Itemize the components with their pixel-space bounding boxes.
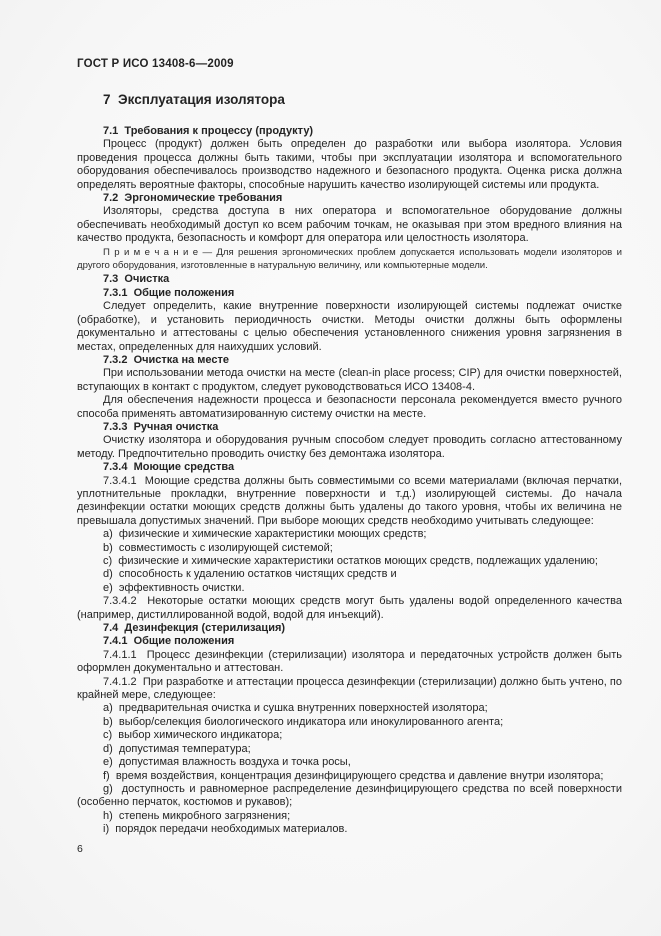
heading-7-1: 7.1 Требования к процессу (продукту) — [103, 125, 314, 137]
list-item-7-4-1-b: b) выбор/селекция биологического индикатора или инокулированного агента; — [103, 715, 504, 728]
paragraph-7-3-2-a: При использовании метода очистки на месте (clean-in place process; CIP) для очистки поверхностей, вступающих в контакт с продуктом, следует руководствоваться ИСО 13408-4. — [77, 367, 622, 393]
heading-7-4: 7.4 Дезинфекция (стерилизация) — [103, 622, 286, 635]
chapter-7-title: 7 Эксплуатация изолятора — [103, 92, 285, 107]
paragraph-7-3-3: Очистку изолятора и оборудования ручным способом следует проводить согласно аттестованному методу. Предпочтительно проводить очистку без демонтажа изолятора. — [77, 434, 622, 460]
list-item-7-4-1-a: a) предварительная очистка и сушка внутренних поверхностей изолятора; — [103, 702, 488, 715]
paragraph-7-4-1-1: 7.4.1.1 Процесс дезинфекции (стерилизации) изолятора и передаточных устройств должен быть оформлен документально и аттестован. — [77, 648, 622, 675]
paragraph-7-3-1: Следует определить, какие внутренние поверхности изолирующей системы подлежат очистке (обработке), и установить периодичность очистки. Методы очистки должны быть оформлены документально и аттестованы с целью обеспечения установленного снижения уровня загрязнения в местах, определенных для наихудших условий. — [77, 300, 622, 353]
heading-7-3-4: 7.3.4 Моющие средства — [103, 461, 235, 474]
heading-7-3: 7.3 Очистка — [103, 273, 170, 286]
list-item-7-4-1-g: g) доступность и равномерное распределение дезинфицирующего средства по всей поверхности (особенно перчаток, костюмов и рукавов); — [77, 782, 622, 809]
list-item-7-4-1-i: i) порядок передачи необходимых материалов. — [103, 823, 348, 836]
heading-7-4-1: 7.4.1 Общие положения — [103, 635, 235, 648]
paragraph-7-3-4-2: 7.3.4.2 Некоторые остатки моющих средств могут быть удалены водой определенного качества (например, дистиллированной водой, водой для инъекций). — [77, 595, 622, 621]
list-item-7-3-4-b: b) совместимость с изолирующей системой; — [103, 541, 333, 554]
paragraph-7-2: Изоляторы, средства доступа в них оператора и вспомогательное оборудование должны обеспечивать необходимый доступ ко всем рабочим точкам, не оказывая при этом вредного влияния на качество продукта, безопасность и комфорт для оператора или целостность изолятора. — [77, 205, 622, 245]
list-item-7-4-1-f: f) время воздействия, концентрация дезинфицирующего средства и давление внутри изолятора; — [103, 769, 604, 782]
list-item-7-4-1-h: h) степень микробного загрязнения; — [103, 809, 291, 822]
paragraph-7-3-4-1: 7.3.4.1 Моющие средства должны быть совместимыми со всеми материалами (включая перчатки, уплотнительные прокладки, внутренние поверхности и т.д.) изолирующей системы. До начала дезинфекции остатки моющих средств должны быть удалены до такого уровня, чтобы их величина не превышала допустимых значений. При выборе моющих средств необходимо учитывать следующее: — [77, 474, 622, 527]
running-header-standard-code: ГОСТ Р ИСО 13408-6—2009 — [77, 58, 234, 70]
heading-7-3-1: 7.3.1 Общие положения — [103, 286, 235, 299]
list-item-7-4-1-e: e) допустимая влажность воздуха и точка росы, — [103, 756, 351, 769]
paragraph-7-4-1-2: 7.4.1.2 При разработке и аттестации процесса дезинфекции (стерилизации) должно быть учтено, по крайней мере, следующее: — [77, 675, 622, 702]
note-7-2: П р и м е ч а н и е — Для решения эргономических проблем допускается использовать модели изоляторов и другого оборудования, изготовленные в натуральную величину, или компьютерные модели. — [77, 246, 622, 271]
page-number: 6 — [77, 842, 83, 855]
heading-7-3-3: 7.3.3 Ручная очистка — [103, 420, 219, 433]
paragraph-7-1: Процесс (продукт) должен быть определен до разработки или выбора изолятора. Условия проведения процесса должны быть такими, чтобы при эксплуатации изолятора и вспомогательного оборудования обеспечивалось производство надежного и безопасного продукта. Оценка риска должна определять вероятные факторы, способные нарушить качество изолирующей системы или продукта. — [77, 138, 622, 191]
heading-7-3-2: 7.3.2 Очистка на месте — [103, 353, 230, 366]
list-item-7-3-4-a: a) физические и химические характеристики моющих средств; — [103, 528, 427, 541]
list-item-7-3-4-c: c) физические и химические характеристики остатков моющих средств, подлежащих удалению; — [103, 555, 598, 567]
list-item-7-3-4-e: e) эффективность очистки. — [103, 581, 245, 594]
list-item-7-4-1-d: d) допустимая температура; — [103, 742, 251, 755]
list-item-7-4-1-c: c) выбор химического индикатора; — [103, 729, 283, 742]
list-item-7-3-4-d: d) способность к удалению остатков чистящих средств и — [103, 568, 397, 581]
paragraph-7-3-2-b: Для обеспечения надежности процесса и безопасности персонала рекомендуется вместо ручного способа применять автоматизированную систему очистки на месте. — [77, 394, 622, 420]
heading-7-2: 7.2 Эргономические требования — [103, 192, 283, 205]
text-column — [77, 58, 622, 855]
